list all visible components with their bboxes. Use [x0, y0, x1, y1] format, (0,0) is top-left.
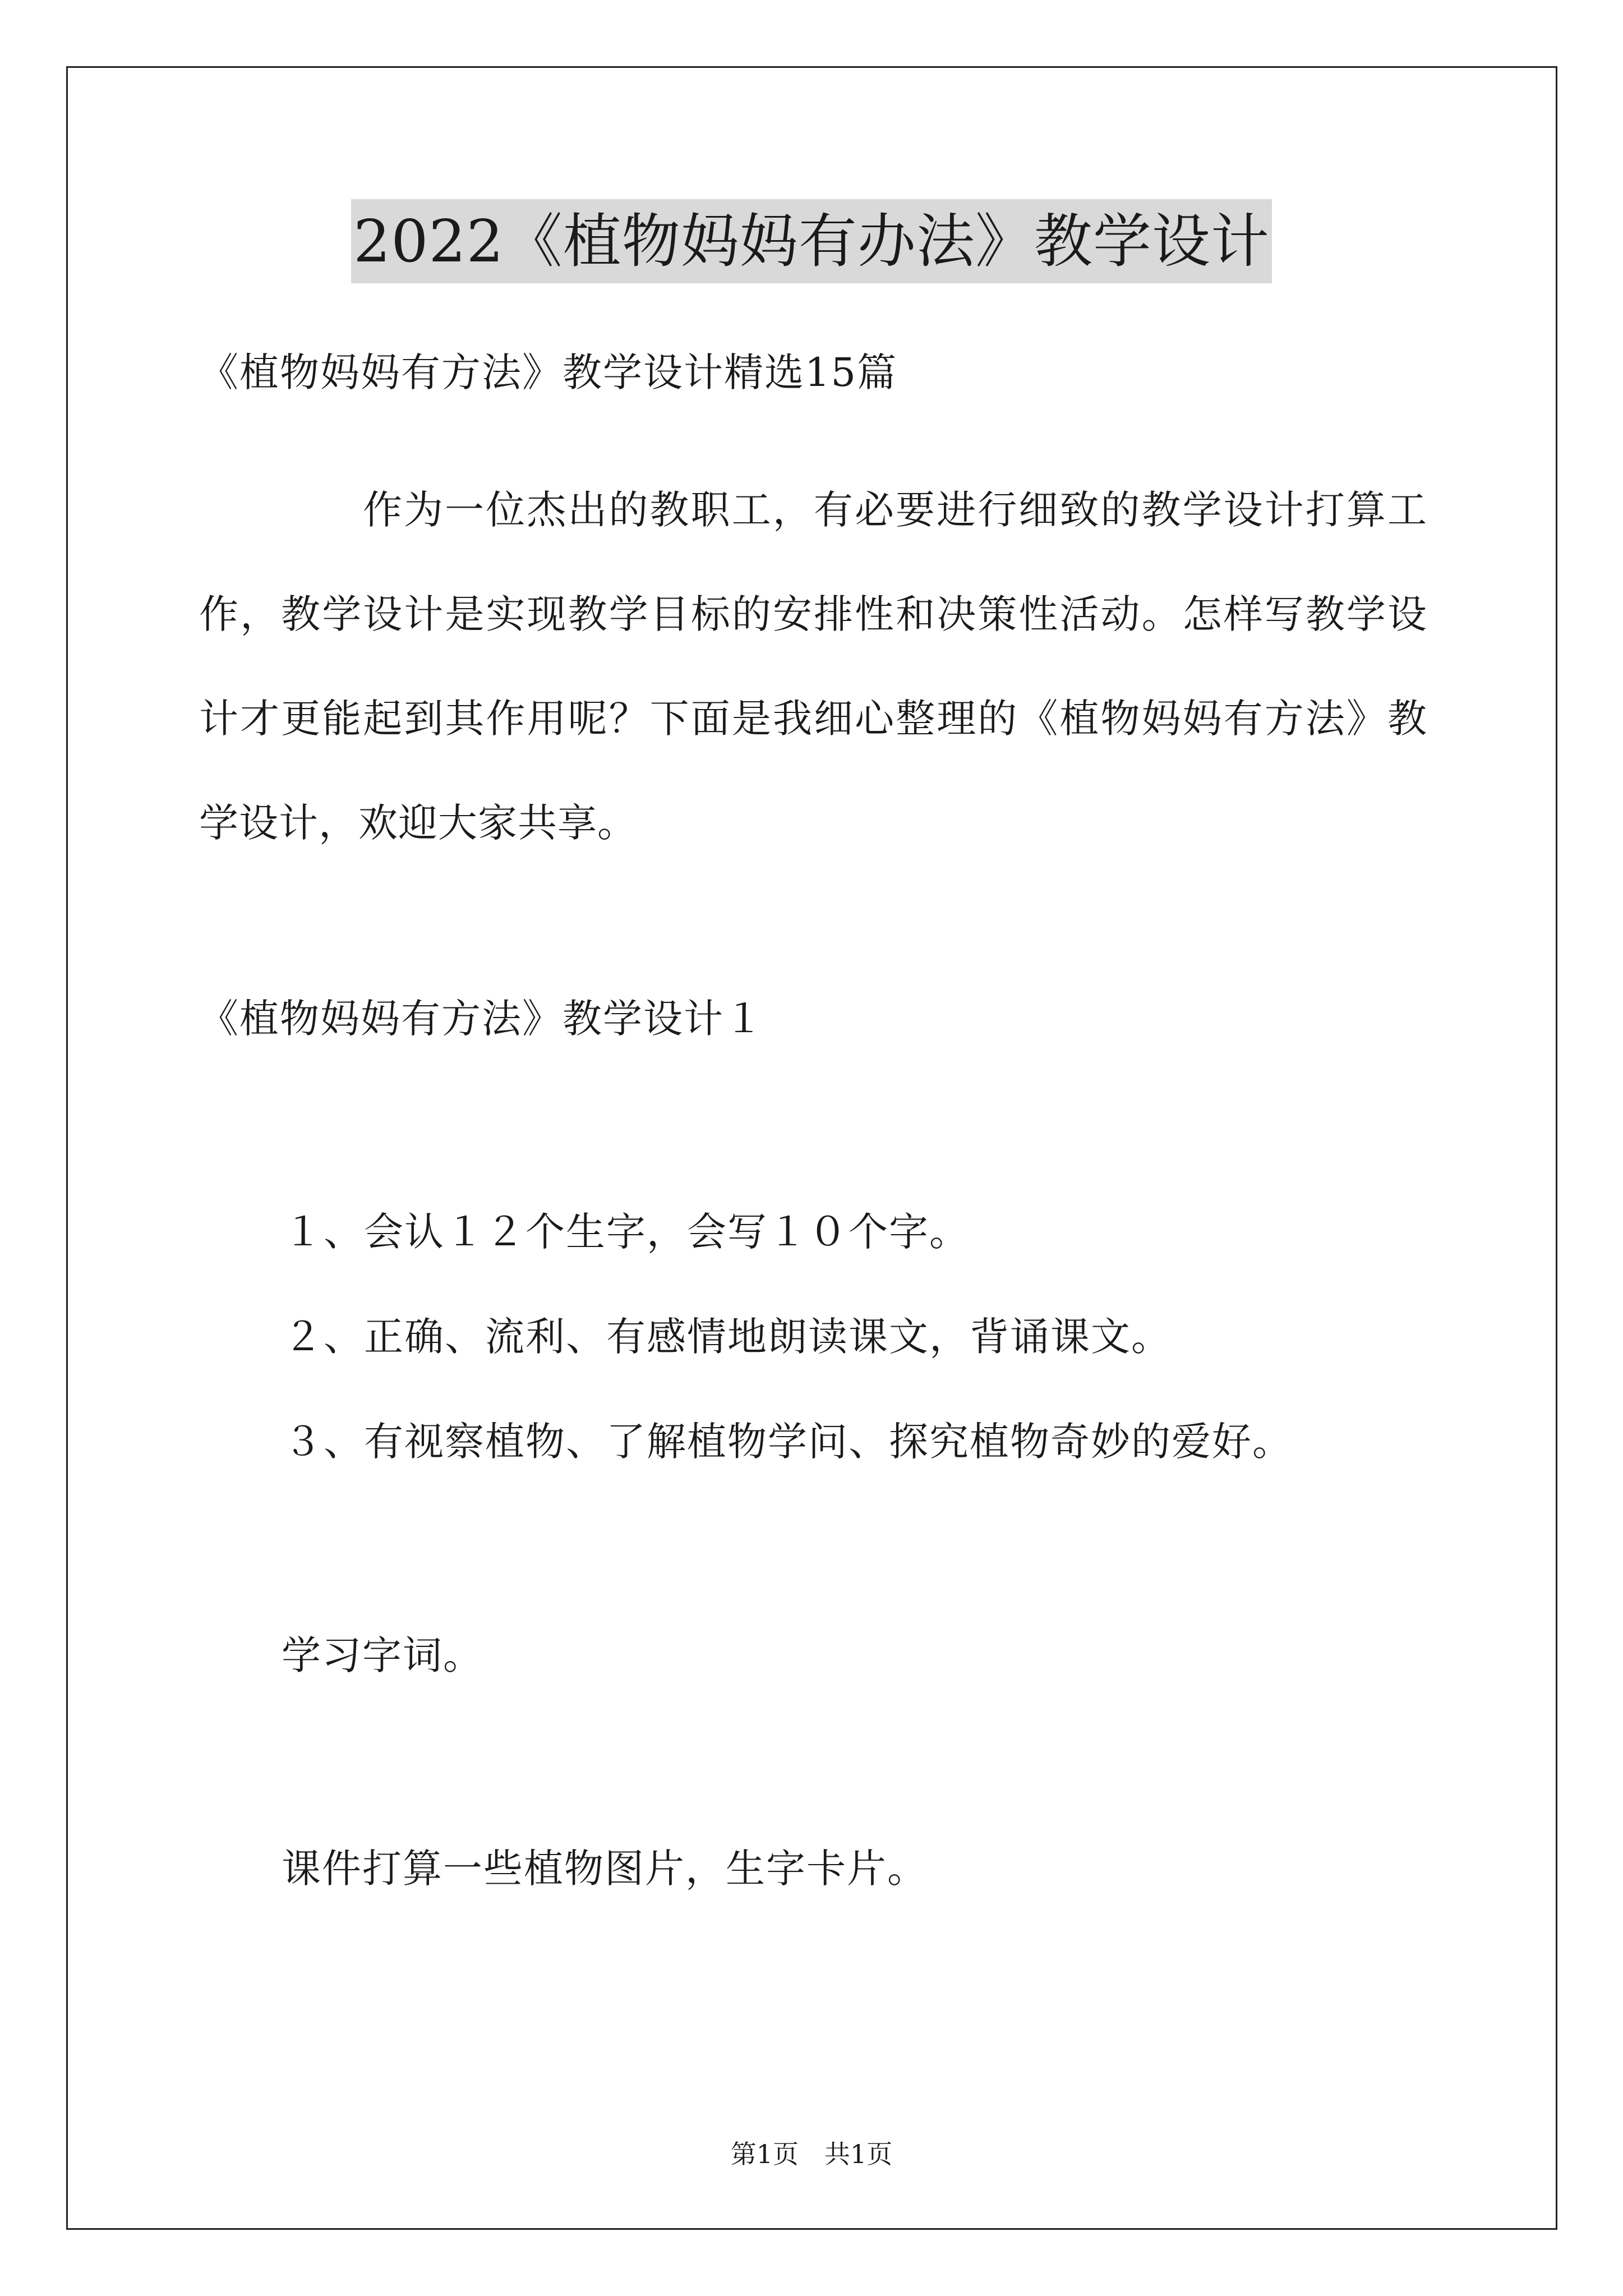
- objective-item-3: ３、有视察植物、了解植物学问、探究植物奇妙的爱好。: [283, 1419, 1293, 1465]
- teaching-focus: 学习字词。: [282, 1632, 483, 1678]
- intro-paragraph: 作为一位杰出的教职工，有必要进行细致的教学设计打算工作，教学设计是实现教学目标的安排性和决策性活动。怎样写教学设计才更能起到其作用呢？下面是我细心整理的《植物妈妈有方法》教学设计，欢迎大家共享。: [199, 487, 1427, 846]
- section-heading: 《植物妈妈有方法》教学设计１: [199, 996, 764, 1042]
- page-footer: 第1页 共1页: [730, 2139, 893, 2169]
- teaching-preparation: 课件打算一些植物图片，生字卡片。: [282, 1846, 928, 1892]
- objective-item-1: １、会认１２个生字，会写１０个字。: [283, 1209, 970, 1255]
- objective-item-2: ２、正确、流利、有感情地朗读课文，背诵课文。: [283, 1314, 1172, 1360]
- title-container: [0, 199, 1623, 283]
- document-subtitle: 《植物妈妈有方法》教学设计精选15篇: [199, 349, 898, 395]
- document-title: 2022《植物妈妈有办法》教学设计: [351, 199, 1272, 283]
